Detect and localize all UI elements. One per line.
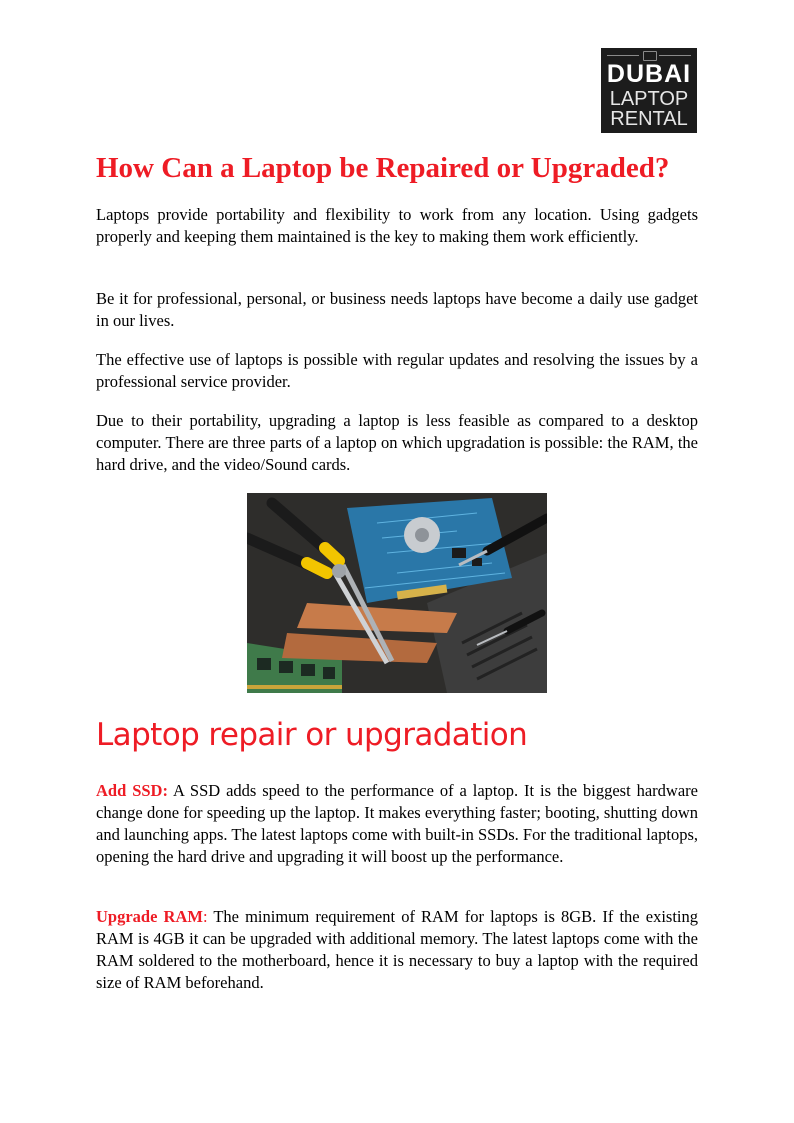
laptop-repair-photo bbox=[247, 493, 547, 693]
logo-line-1: DUBAI bbox=[606, 60, 692, 88]
page-title: How Can a Laptop be Repaired or Upgraded? bbox=[96, 152, 670, 184]
intro-paragraph-4: Due to their portability, upgrading a laptop is less feasible as compared to a desktop computer. There are three parts of a laptop on which upgradation is possible: the RAM, the hard drive, and the video/Sound cards. bbox=[96, 411, 698, 474]
ssd-label: Add SSD: bbox=[96, 781, 168, 800]
ssd-paragraph bbox=[96, 780, 698, 868]
ram-label: Upgrade RAM bbox=[96, 907, 203, 926]
intro-paragraph-3: The effective use of laptops is possible with regular updates and resolving the issues by a professional service provider. bbox=[96, 350, 698, 391]
company-logo bbox=[601, 48, 697, 133]
logo-rule-right bbox=[659, 55, 691, 56]
logo-rule-left bbox=[607, 55, 639, 56]
logo-line-3: RENTAL bbox=[610, 108, 688, 130]
laptop-repair-illustration bbox=[247, 493, 547, 693]
intro-paragraph-2: Be it for professional, personal, or business needs laptops have become a daily use gadget in our lives. bbox=[96, 289, 698, 330]
ssd-text: A SSD adds speed to the performance of a laptop. It is the biggest hardware change done for speeding up the laptop. It makes everything faster; booting, shutting down and launching apps. The latest laptops come with built-in SSDs. For the traditional laptops, opening the hard drive and upgrading it will boost up the performance. bbox=[96, 781, 698, 866]
section-heading: Laptop repair or upgradation bbox=[96, 717, 528, 753]
ram-text: The minimum requirement of RAM for laptops is 8GB. If the existing RAM is 4GB it can be upgraded with additional memory. The latest laptops come with the RAM soldered to the motherboard, hence it is necessary to buy a laptop with the required size of RAM beforehand. bbox=[96, 907, 698, 992]
intro-paragraph-1: Laptops provide portability and flexibility to work from any location. Using gadgets properly and keeping them maintained is the key to making them work efficiently. bbox=[96, 205, 698, 246]
ram-label-separator: : bbox=[202, 907, 208, 926]
ram-paragraph bbox=[96, 906, 698, 994]
logo-line-2: LAPTOP bbox=[609, 88, 689, 110]
